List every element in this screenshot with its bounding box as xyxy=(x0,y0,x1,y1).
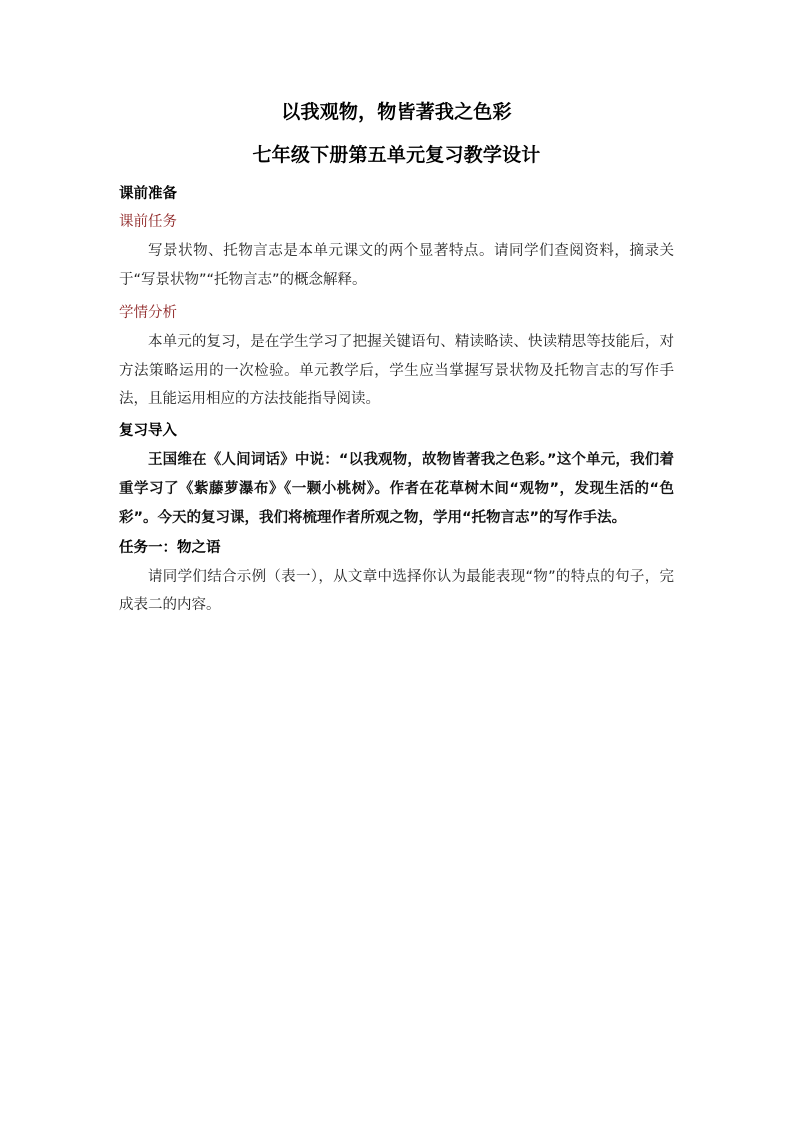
section-heading-analysis: 学情分析 xyxy=(119,305,177,321)
section-heading-task1: 任务一：物之语 xyxy=(119,539,221,556)
section-heading-prep: 课前准备 xyxy=(119,186,177,202)
document-subtitle: 七年级下册第五单元复习教学设计 xyxy=(252,144,541,166)
document-title: 以我观物，物皆著我之色彩 xyxy=(281,101,512,123)
intro-paragraph: 王国维在《人间词话》中说：“以我观物，故物皆著我之色彩。”这个单元，我们着重学习了《紫藤萝瀑布》《一颗小桃树》。作者在花草树木间“观物”，发现生活的“色彩”。今天的复习课，我们将梳理作者所观之物，学用“托物言志”的写作手法。 xyxy=(119,451,674,526)
task-paragraph: 写景状物、托物言志是本单元课文的两个显著特点。请同学们查阅资料，摘录关于“写景状物”“托物言志”的概念解释。 xyxy=(119,243,674,288)
analysis-paragraph: 本单元的复习，是在学生学习了把握关键语句、精读略读、快读精思等技能后，对方法策略运用的一次检验。单元教学后，学生应当掌握写景状物及托物言志的写作手法，且能运用相应的方法技能指导阅读。 xyxy=(119,334,674,407)
task1-paragraph: 请同学们结合示例（表一），从文章中选择你认为最能表现“物”的特点的句子，完成表二的内容。 xyxy=(119,568,674,613)
section-heading-intro: 复习导入 xyxy=(119,422,177,439)
section-heading-task: 课前任务 xyxy=(119,214,177,230)
document-content xyxy=(119,101,674,620)
